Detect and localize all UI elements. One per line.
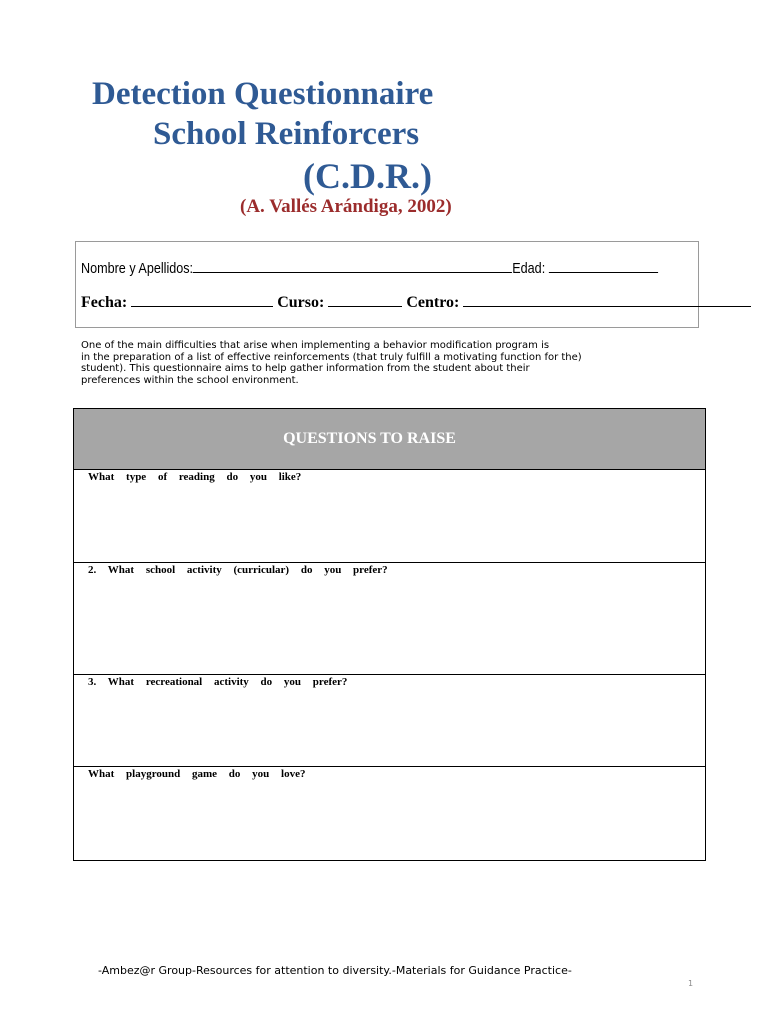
center-label: Centro:	[406, 294, 460, 311]
age-label: Edad:	[512, 260, 546, 277]
intro-paragraph	[81, 340, 629, 386]
title-line-1: Detection Questionnaire	[92, 76, 434, 112]
questions-table	[73, 408, 706, 861]
question-text: 2. What school activity (curricular) do you prefer?	[88, 564, 388, 576]
intro-line: preferences within the school environment.	[81, 374, 299, 386]
date-field[interactable]	[131, 292, 273, 307]
date-course-center-row	[81, 292, 751, 312]
course-label: Curso:	[277, 294, 325, 311]
question-row[interactable]	[74, 766, 705, 860]
intro-line: in the preparation of a list of effective reinforcements (that truly fulfill a motivating function for the)	[81, 351, 582, 363]
name-age-row	[81, 258, 658, 277]
intro-line: One of the main difficulties that arise when implementing a behavior modification program is	[81, 340, 550, 351]
date-label: Fecha:	[81, 294, 128, 311]
question-row[interactable]	[74, 469, 705, 562]
questions-table-title: QUESTIONS TO RAISE	[283, 430, 456, 447]
author-citation: (A. Vallés Arándiga, 2002)	[240, 196, 452, 217]
question-text: 3. What recreational activity do you prefer?	[88, 676, 348, 688]
question-row[interactable]	[74, 562, 705, 674]
center-field[interactable]	[463, 292, 751, 307]
intro-line: student). This questionnaire aims to help gather information from the student about their	[81, 363, 530, 374]
page-number: 1	[688, 979, 694, 988]
page-footer: -Ambez@r Group-Resources for attention to diversity.-Materials for Guidance Practice-	[98, 964, 572, 977]
questions-table-header	[74, 409, 705, 469]
title-line-2: School Reinforcers	[153, 116, 420, 152]
name-field[interactable]	[193, 258, 512, 273]
name-label: Nombre y Apellidos:	[81, 260, 194, 277]
student-info-box	[75, 241, 699, 328]
question-text: What type of reading do you like?	[88, 471, 302, 483]
course-field[interactable]	[328, 292, 402, 307]
title-line-3: (C.D.R.)	[303, 156, 432, 196]
age-field[interactable]	[549, 258, 658, 273]
question-text: What playground game do you love?	[88, 768, 306, 780]
question-row[interactable]	[74, 674, 705, 766]
